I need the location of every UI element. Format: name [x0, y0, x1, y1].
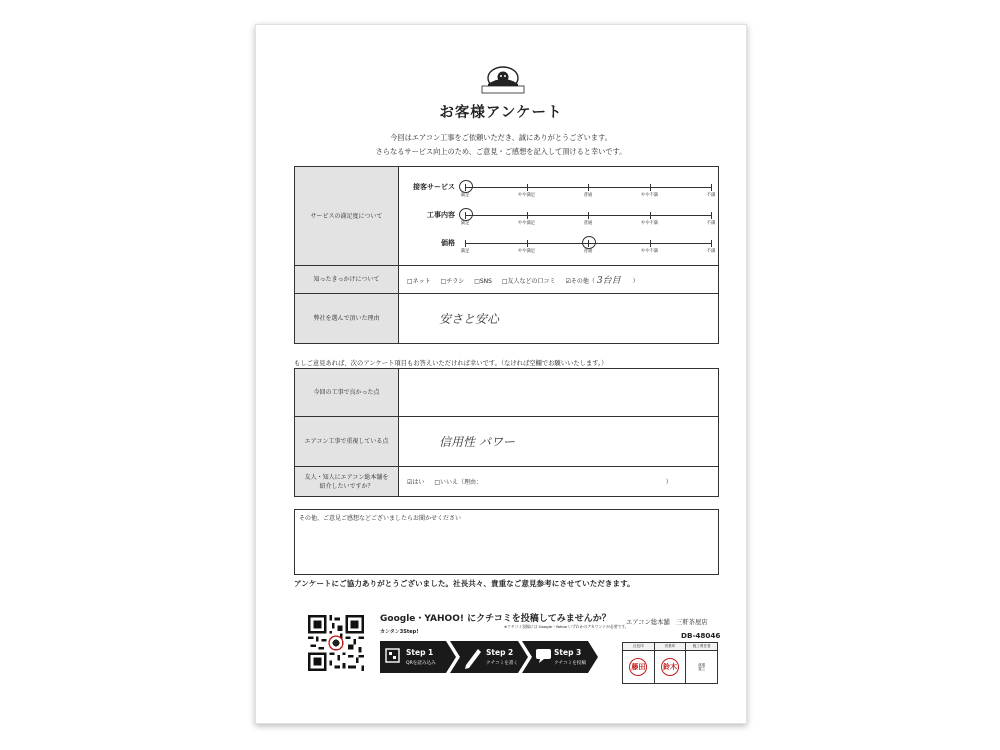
step-3-title: Step 3: [554, 648, 582, 657]
option-flyer[interactable]: □チラシ: [440, 278, 465, 285]
option-other-close: ）: [632, 278, 639, 285]
company-logo: [480, 66, 526, 94]
scale-tick-label: やや不満: [640, 249, 659, 254]
qr-code-icon[interactable]: [308, 615, 364, 671]
scale-tick[interactable]: [527, 240, 528, 247]
scale-tick-label: やや満足: [517, 249, 536, 254]
good-point-label: 今回の工事で良かった点: [295, 369, 399, 417]
step-1-caption: QRを読み込み: [406, 661, 436, 666]
scale-tick-label: やや満足: [517, 193, 536, 198]
scale-tick[interactable]: [588, 212, 589, 219]
survey-sheet: [255, 24, 747, 724]
questions-table: [294, 368, 719, 497]
survey-table: [294, 166, 719, 344]
thanks-message: アンケートにご協力ありがとうございました。社長共々、貴重なご意見参考にさせていただきます。: [294, 579, 635, 588]
recommend-label-line-2: 紹介したいですか？: [319, 482, 374, 490]
free-comment-box[interactable]: [294, 509, 719, 575]
source-label: 知ったきっかけについて: [295, 266, 399, 294]
scale-tick[interactable]: [650, 184, 651, 191]
recommend-options: [399, 467, 719, 497]
review-headline: Google・YAHOO! にクチコミを投稿してみませんか？: [380, 614, 611, 624]
review-steps: [380, 637, 598, 677]
option-other-value: 3台目: [596, 276, 621, 286]
scale-tick[interactable]: [711, 240, 712, 247]
scale-tick-label: やや満足: [517, 221, 536, 226]
option-other-label: ☑その他（: [565, 278, 595, 285]
option-other[interactable]: [565, 278, 638, 285]
option-sns[interactable]: □SNS: [474, 278, 492, 285]
scale-tick-label: 不満: [706, 193, 716, 198]
scale-tick[interactable]: [711, 184, 712, 191]
reason-label: 弊社を選んで頂いた理由: [295, 294, 399, 344]
scale-tick-label: 満足: [460, 221, 470, 226]
scale-tick[interactable]: [527, 184, 528, 191]
intro-line-1: 今回はエアコン工事をご依頼いただき、誠にありがとうございます。: [390, 133, 612, 142]
approval-stamps: [622, 642, 718, 684]
remarks-note: もしご意見あれば、次のアンケート項目もお答えいただければ幸いです。（なければ空欄でお願いいたします。）: [294, 360, 608, 367]
satisfaction-scales: [399, 167, 719, 266]
scale-tick-label: 不満: [706, 221, 716, 226]
survey-title: お客様アンケート: [439, 105, 563, 121]
scale-tick[interactable]: [465, 240, 466, 247]
free-comment-label: その他、ご意見ご感想などございましたらお聞かせください: [299, 515, 462, 522]
source-options: [399, 266, 719, 294]
review-note: ※クチコミ投稿には Google・Yahoo いずれかのアカウントが必要です。: [504, 624, 629, 629]
satisfaction-label: サービスの満足度について: [295, 167, 399, 266]
scale-tick[interactable]: [650, 240, 651, 247]
scale-tick[interactable]: [711, 212, 712, 219]
recommend-close: ）: [665, 479, 672, 486]
recommend-no[interactable]: □いいえ（理由：: [434, 479, 482, 486]
option-word-of-mouth[interactable]: □友人などの口コミ: [501, 278, 556, 285]
step-2-arrow: [450, 641, 528, 673]
signature-cell: [686, 651, 718, 684]
steps-label: カンタン3Step!: [380, 629, 419, 635]
step-2-title: Step 2: [486, 648, 514, 657]
scale-tick[interactable]: [527, 212, 528, 219]
seal-stamp-2: 鈴木: [661, 658, 679, 676]
scale-row-label: 工事内容: [427, 211, 455, 219]
stamp-header-1: 社長印: [623, 643, 655, 651]
step-3-caption: クチコミを投稿: [554, 661, 586, 666]
priority-label: エアコン工事で重視している点: [295, 417, 399, 467]
step-2-caption: クチコミを書く: [486, 661, 518, 666]
scale-tick-label: 普通: [583, 193, 593, 198]
scale-tick-label: 不満: [706, 249, 716, 254]
step-1-title: Step 1: [406, 648, 434, 657]
priority-answer-cell[interactable]: [399, 417, 719, 467]
step-1-arrow: [380, 641, 456, 673]
stamp-header-2: 営業印: [654, 643, 686, 651]
priority-answer: 信用性 パワー: [439, 435, 515, 449]
step-3-arrow: [522, 641, 598, 673]
document-number: DB-48046: [681, 631, 721, 640]
option-net[interactable]: □ネット: [407, 278, 431, 285]
scale-row-label: 価格: [441, 239, 455, 247]
scale-tick-label: やや不満: [640, 193, 659, 198]
scale-tick-label: 普通: [583, 221, 593, 226]
scale-tick-label: 満足: [460, 249, 470, 254]
scale-tick[interactable]: [650, 212, 651, 219]
signature-line-2: 寛之: [698, 667, 706, 671]
company-name: エアコン総本舗 三軒茶屋店: [626, 619, 708, 626]
recommend-label-line-1: 友人・知人にエアコン総本舗を: [304, 473, 389, 481]
reason-answer: 安さと安心: [439, 312, 500, 326]
stamp-header-3: 施工責任者: [686, 643, 718, 651]
signature-line-1: 渡邊: [698, 662, 706, 667]
scale-row-label: 接客サービス: [413, 183, 455, 191]
scale-tick-label: やや不満: [640, 221, 659, 226]
scale-tick[interactable]: [588, 184, 589, 191]
intro-line-2: さらなるサービス向上のため、ご意見・ご感想を記入して頂けると幸いです。: [375, 147, 627, 156]
recommend-yes[interactable]: ☑はい: [407, 479, 425, 486]
scale-tick-label: 満足: [460, 193, 470, 198]
seal-stamp-1: 藤田: [629, 658, 647, 676]
scale-tick-label: 普通: [583, 249, 593, 254]
reason-answer-cell[interactable]: [399, 294, 719, 344]
recommend-label: [295, 467, 399, 497]
good-point-answer[interactable]: [399, 369, 719, 417]
